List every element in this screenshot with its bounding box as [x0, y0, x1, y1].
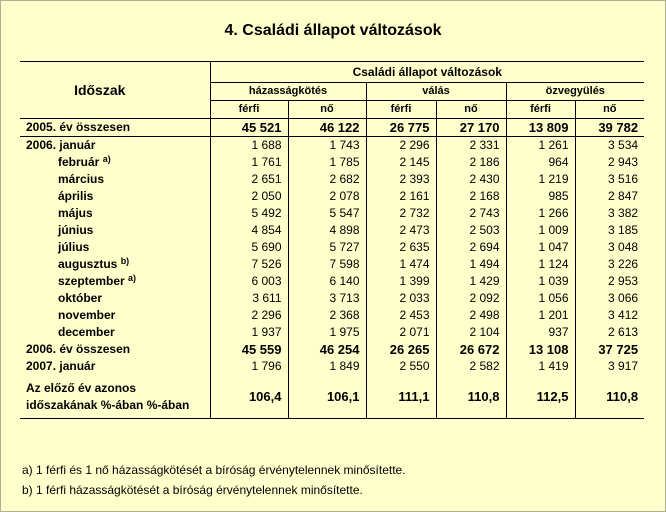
value-cell: 2 582 — [436, 358, 506, 375]
value-cell: 2 953 — [575, 273, 644, 290]
row-label-text: június — [58, 223, 94, 237]
value-cell: 2 050 — [210, 188, 288, 205]
divorce-header: válás — [366, 83, 506, 101]
table-row — [20, 273, 644, 290]
value-cell: 3 185 — [575, 222, 644, 239]
row-label — [20, 256, 210, 273]
table-row — [20, 188, 644, 205]
row-label-text: 2005. év összesen — [26, 120, 131, 134]
marriage-header: házasságkötés — [210, 83, 366, 101]
value-cell: 2 943 — [575, 154, 644, 171]
value-cell: 4 854 — [210, 222, 288, 239]
value-cell: 964 — [506, 154, 575, 171]
value-cell: 1 743 — [288, 137, 366, 155]
table-row — [20, 256, 644, 273]
row-label — [20, 307, 210, 324]
value-cell: 2 550 — [366, 358, 436, 375]
row-label-text: március — [58, 172, 105, 186]
row-label — [20, 341, 210, 358]
value-cell: 1 494 — [436, 256, 506, 273]
value-cell: 2 847 — [575, 188, 644, 205]
value-cell: 1 975 — [288, 324, 366, 341]
value-cell: 2 503 — [436, 222, 506, 239]
row-label-text: május — [58, 206, 93, 220]
row-label — [20, 273, 210, 290]
value-cell: 1 009 — [506, 222, 575, 239]
table-row — [20, 239, 644, 256]
value-cell: 2 453 — [366, 307, 436, 324]
footnotes — [22, 460, 406, 500]
value-cell: 2 092 — [436, 290, 506, 307]
value-cell: 1 761 — [210, 154, 288, 171]
value-cell: 1 124 — [506, 256, 575, 273]
value-cell: 2 694 — [436, 239, 506, 256]
sex-header: férfi — [506, 101, 575, 119]
value-cell: 1 796 — [210, 358, 288, 375]
value-cell: 13 809 — [506, 119, 575, 137]
row-label-text: április — [58, 189, 94, 203]
value-cell: 112,5 — [506, 375, 575, 419]
table-row — [20, 324, 644, 341]
row-label — [20, 205, 210, 222]
row-label-text: július — [58, 240, 90, 254]
table-title: 4. Családi állapot változások — [224, 22, 442, 39]
value-cell: 1 039 — [506, 273, 575, 290]
value-cell: 2 168 — [436, 188, 506, 205]
sex-header: nő — [288, 101, 366, 119]
row-label-text: augusztus — [58, 257, 118, 271]
value-cell: 2 635 — [366, 239, 436, 256]
value-cell: 37 725 — [575, 341, 644, 358]
table-row — [20, 205, 644, 222]
value-cell: 3 382 — [575, 205, 644, 222]
row-label-text: október — [58, 291, 103, 305]
value-cell: 1 785 — [288, 154, 366, 171]
value-cell: 1 219 — [506, 171, 575, 188]
value-cell: 4 898 — [288, 222, 366, 239]
value-cell: 1 937 — [210, 324, 288, 341]
value-cell: 2 732 — [366, 205, 436, 222]
value-cell: 2 331 — [436, 137, 506, 155]
value-cell: 2 033 — [366, 290, 436, 307]
footnote-mark: a) — [102, 154, 111, 164]
value-cell: 3 534 — [575, 137, 644, 155]
widowhood-header: özvegyülés — [506, 83, 644, 101]
value-cell: 3 516 — [575, 171, 644, 188]
sex-header: férfi — [366, 101, 436, 119]
row-label — [20, 171, 210, 188]
value-cell: 2 296 — [366, 137, 436, 155]
table-row — [20, 358, 644, 375]
value-cell: 985 — [506, 188, 575, 205]
value-cell: 106,4 — [210, 375, 288, 419]
table-row — [20, 307, 644, 324]
value-cell: 3 048 — [575, 239, 644, 256]
sex-header: nő — [436, 101, 506, 119]
table-row — [20, 375, 644, 419]
footnote-b: b) 1 férfi házasságkötését a bíróság érvénytelennek minősítette. — [22, 483, 363, 497]
row-label-line: Az előző év azonos — [26, 381, 137, 395]
period-header: Időszak — [20, 62, 210, 119]
value-cell: 26 775 — [366, 119, 436, 137]
row-label-line: időszakának %-ában %-ában — [26, 398, 190, 412]
value-cell: 1 429 — [436, 273, 506, 290]
value-cell: 111,1 — [366, 375, 436, 419]
table-row — [20, 222, 644, 239]
row-label — [20, 290, 210, 307]
value-cell: 5 690 — [210, 239, 288, 256]
table-row — [20, 154, 644, 171]
row-label-text: december — [58, 325, 115, 339]
value-cell: 26 672 — [436, 341, 506, 358]
value-cell: 3 917 — [575, 358, 644, 375]
footnote-mark: b) — [120, 256, 130, 266]
value-cell: 39 782 — [575, 119, 644, 137]
value-cell: 110,8 — [575, 375, 644, 419]
value-cell: 46 254 — [288, 341, 366, 358]
row-label — [20, 188, 210, 205]
value-cell: 1 047 — [506, 239, 575, 256]
value-cell: 2 071 — [366, 324, 436, 341]
value-cell: 1 419 — [506, 358, 575, 375]
value-cell: 7 598 — [288, 256, 366, 273]
table-row — [20, 119, 644, 137]
value-cell: 2 186 — [436, 154, 506, 171]
value-cell: 2 473 — [366, 222, 436, 239]
value-cell: 1 201 — [506, 307, 575, 324]
value-cell: 5 492 — [210, 205, 288, 222]
marital-status-table — [20, 61, 644, 419]
row-label — [20, 119, 210, 137]
row-label — [20, 137, 210, 155]
sex-header: nő — [575, 101, 644, 119]
value-cell: 2 078 — [288, 188, 366, 205]
row-label-text: február — [58, 155, 100, 169]
value-cell: 2 296 — [210, 307, 288, 324]
row-label — [20, 154, 210, 171]
value-cell: 1 056 — [506, 290, 575, 307]
value-cell: 110,8 — [436, 375, 506, 419]
table-row — [20, 171, 644, 188]
value-cell: 2 651 — [210, 171, 288, 188]
footnote-mark: a) — [128, 273, 137, 283]
value-cell: 2 145 — [366, 154, 436, 171]
value-cell: 2 368 — [288, 307, 366, 324]
value-cell: 1 688 — [210, 137, 288, 155]
value-cell: 5 547 — [288, 205, 366, 222]
value-cell: 5 727 — [288, 239, 366, 256]
footnote-a: a) 1 férfi és 1 nő házasságkötését a bíróság érvénytelennek minősítette. — [22, 463, 406, 477]
value-cell: 3 713 — [288, 290, 366, 307]
row-label — [20, 358, 210, 375]
value-cell: 6 140 — [288, 273, 366, 290]
sex-header: férfi — [210, 101, 288, 119]
row-label-text: 2006. év összesen — [26, 342, 131, 356]
value-cell: 46 122 — [288, 119, 366, 137]
value-cell: 45 559 — [210, 341, 288, 358]
row-label — [20, 375, 210, 419]
value-cell: 3 066 — [575, 290, 644, 307]
value-cell: 1 399 — [366, 273, 436, 290]
row-label-text: szeptember — [58, 274, 125, 288]
value-cell: 3 412 — [575, 307, 644, 324]
value-cell: 106,1 — [288, 375, 366, 419]
value-cell: 1 474 — [366, 256, 436, 273]
row-label — [20, 324, 210, 341]
row-label-text: november — [58, 308, 116, 322]
value-cell: 937 — [506, 324, 575, 341]
value-cell: 2 613 — [575, 324, 644, 341]
value-cell: 2 393 — [366, 171, 436, 188]
value-cell: 2 161 — [366, 188, 436, 205]
value-cell: 1 266 — [506, 205, 575, 222]
table-row — [20, 290, 644, 307]
value-cell: 2 682 — [288, 171, 366, 188]
value-cell: 2 743 — [436, 205, 506, 222]
value-cell: 26 265 — [366, 341, 436, 358]
row-label — [20, 222, 210, 239]
value-cell: 7 526 — [210, 256, 288, 273]
row-label-text: 2007. január — [26, 359, 96, 373]
value-cell: 2 104 — [436, 324, 506, 341]
group-header: Családi állapot változások — [210, 62, 644, 83]
value-cell: 3 226 — [575, 256, 644, 273]
value-cell: 3 611 — [210, 290, 288, 307]
value-cell: 2 430 — [436, 171, 506, 188]
value-cell: 45 521 — [210, 119, 288, 137]
table-row — [20, 341, 644, 358]
value-cell: 6 003 — [210, 273, 288, 290]
row-label-text: 2006. január — [26, 138, 96, 152]
value-cell: 1 261 — [506, 137, 575, 155]
row-label — [20, 239, 210, 256]
table-row — [20, 137, 644, 155]
value-cell: 13 108 — [506, 341, 575, 358]
value-cell: 27 170 — [436, 119, 506, 137]
value-cell: 1 849 — [288, 358, 366, 375]
value-cell: 2 498 — [436, 307, 506, 324]
